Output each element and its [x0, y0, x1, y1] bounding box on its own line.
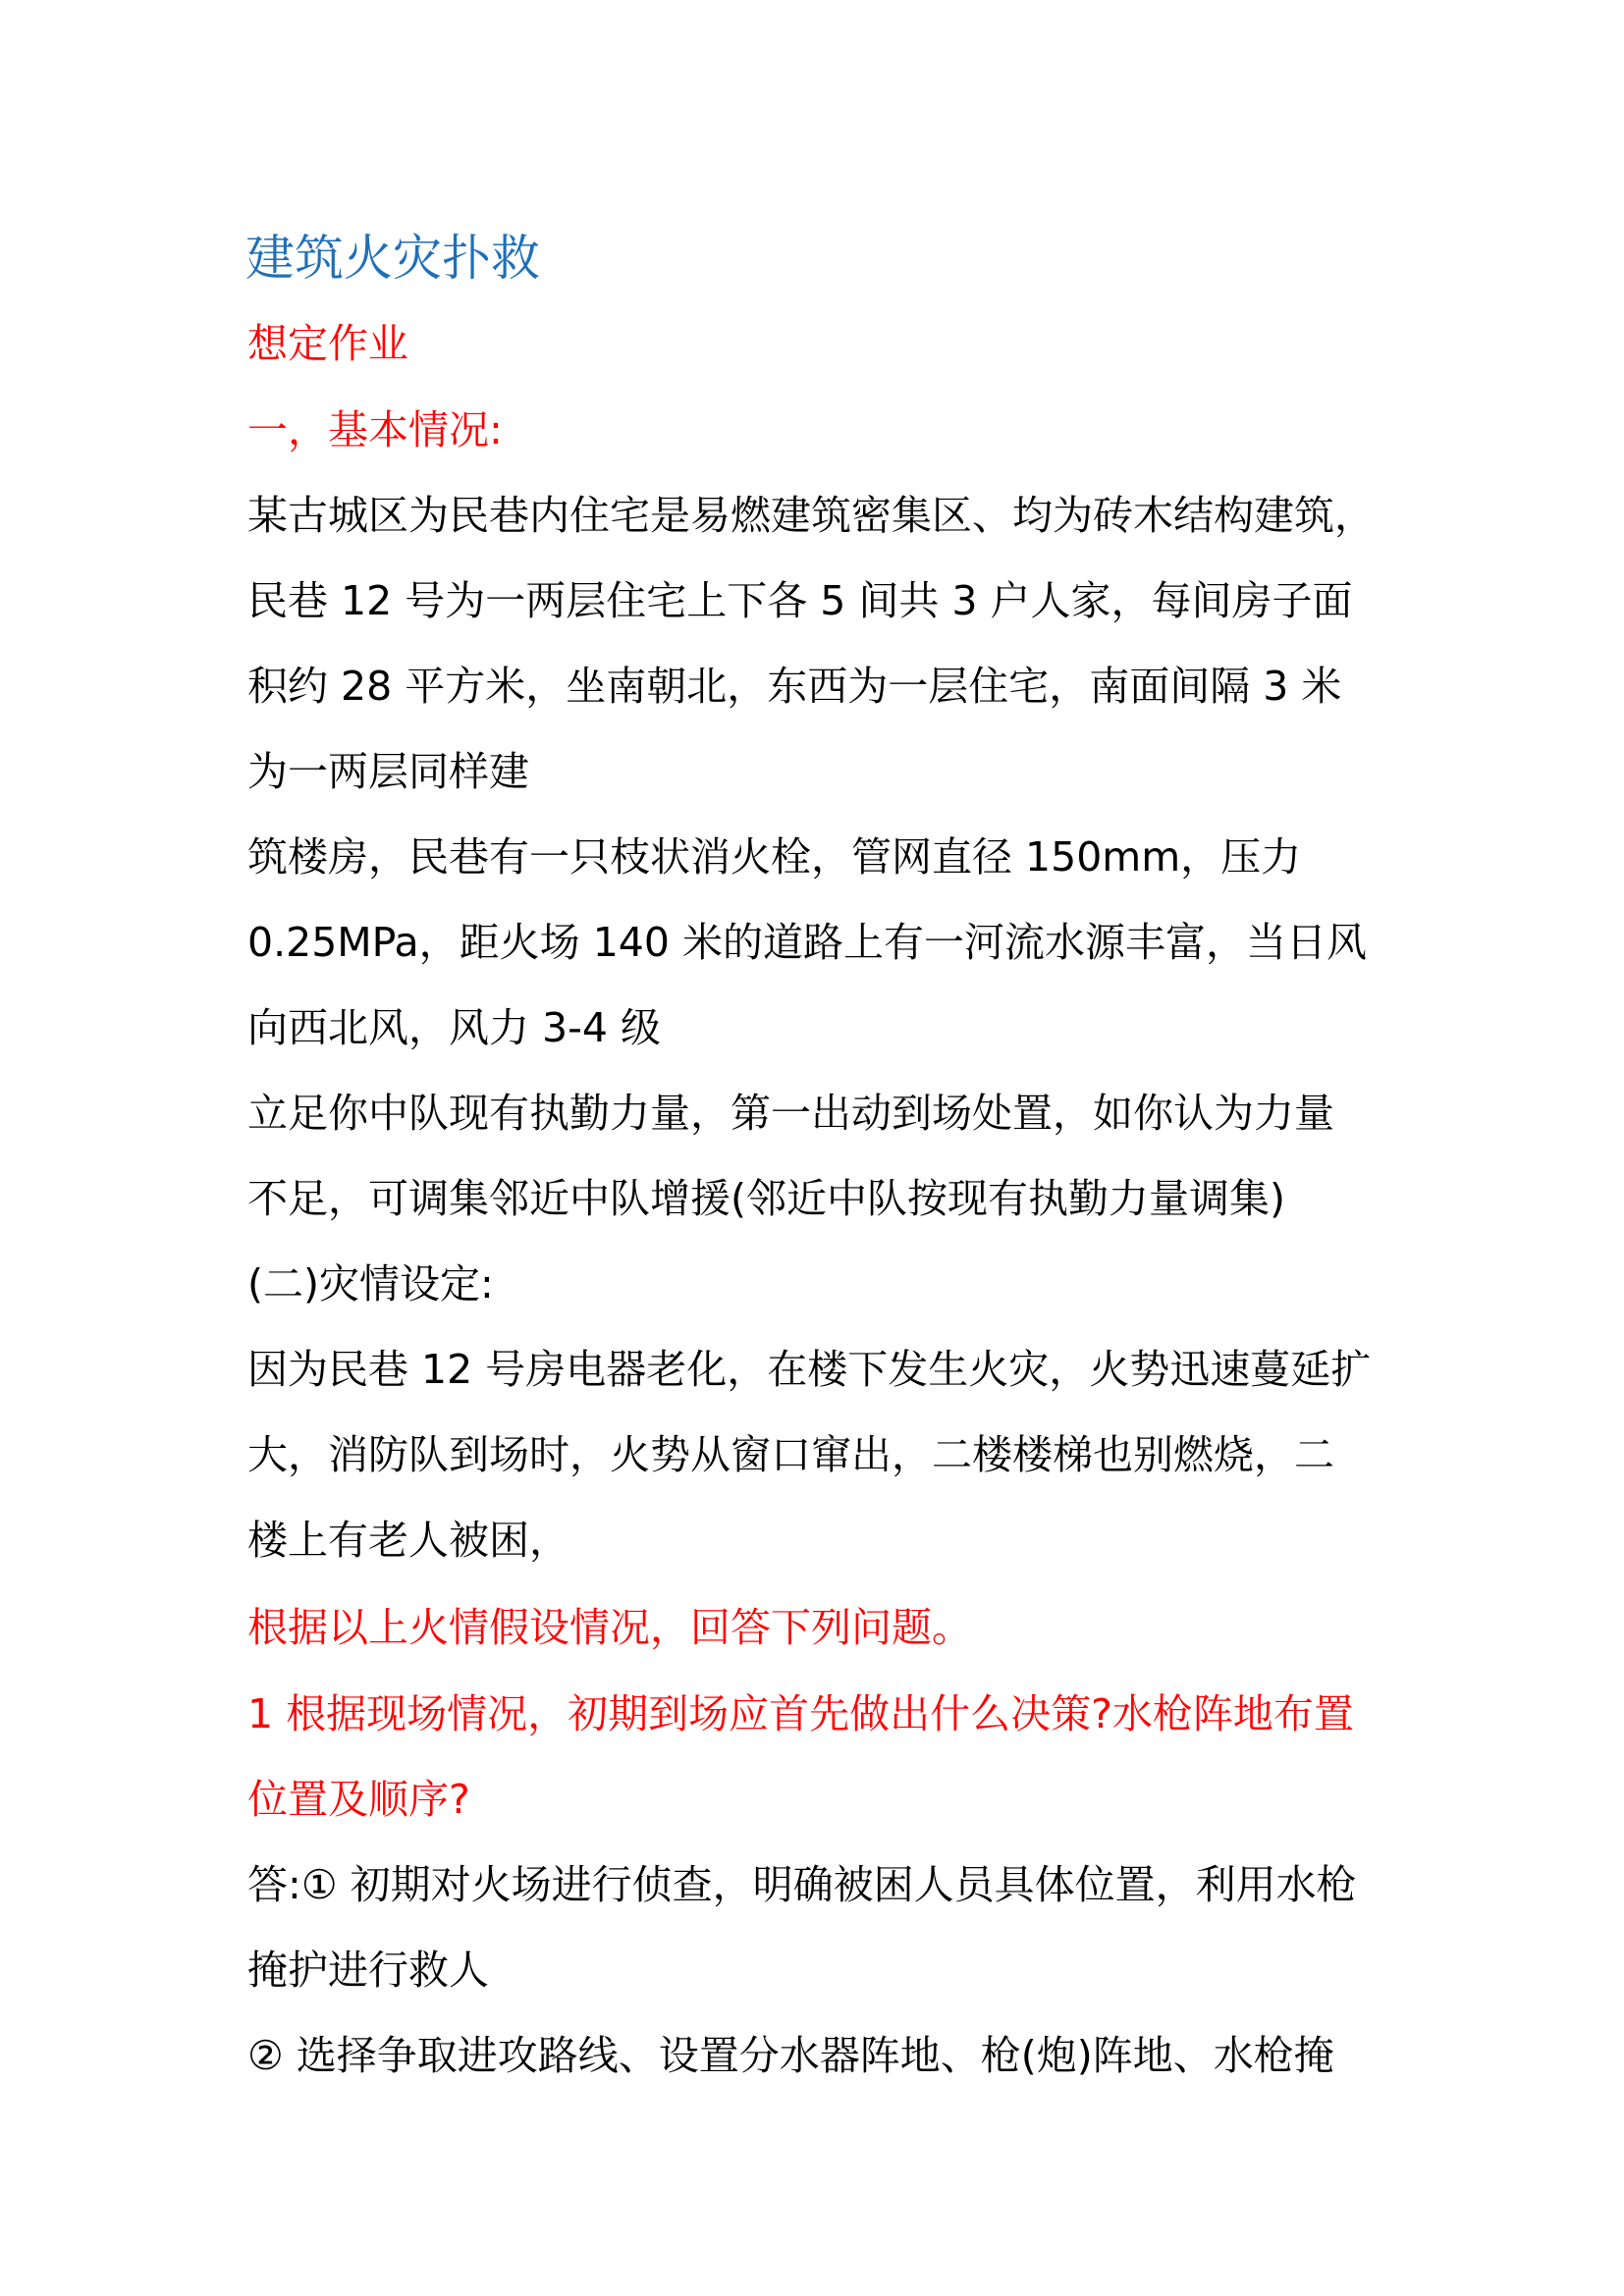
question-line: 1 根据现场情况，初期到场应首先做出什么决策?水枪阵地布置 — [247, 1690, 1354, 1737]
basic-info-line: 为一两层同样建 — [247, 748, 529, 795]
basic-info-line: 立足你中队现有执勤力量，第一出动到场处置，如你认为力量 — [247, 1090, 1334, 1137]
basic-info-line: 民巷 12 号为一两层住宅上下各 5 间共 3 户人家，每间房子面 — [247, 577, 1353, 624]
disaster-line: 大，消防队到场时，火势从窗口窜出，二楼楼梯也别燃烧，二 — [247, 1431, 1334, 1478]
document-subtitle: 想定作业 — [247, 320, 408, 367]
answer-line: 答:① 初期对火场进行侦查，明确被困人员具体位置，利用水枪 — [247, 1861, 1357, 1908]
basic-info-line: 0.25MPa，距火场 140 米的道路上有一河流水源丰富，当日风 — [247, 919, 1367, 966]
question-line: 位置及顺序? — [247, 1776, 470, 1823]
disaster-line: 楼上有老人被困， — [247, 1517, 569, 1564]
basic-info-line: 不足，可调集邻近中队增援(邻近中队按现有执勤力量调集) — [247, 1175, 1285, 1222]
basic-info-line: 向西北风，风力 3-4 级 — [247, 1004, 662, 1051]
answer-line: ② 选择争取进攻路线、设置分水器阵地、枪(炮)阵地、水枪掩 — [247, 2032, 1334, 2079]
basic-info-line: 筑楼房，民巷有一只枝状消火栓，管网直径 150mm，压力 — [247, 833, 1302, 881]
document-title: 建筑火灾扑救 — [245, 230, 540, 287]
basic-info-line: 积约 28 平方米，坐南朝北，东西为一层住宅，南面间隔 3 米 — [247, 663, 1342, 710]
section2-heading: (二)灾情设定: — [247, 1260, 494, 1308]
answer-line: 掩护进行救人 — [247, 1947, 489, 1994]
section1-heading: 一，基本情况: — [247, 406, 503, 454]
basic-info-line: 某古城区为民巷内住宅是易燃建筑密集区、均为砖木结构建筑， — [247, 492, 1375, 539]
disaster-line: 因为民巷 12 号房电器老化，在楼下发生火灾，火势迅速蔓延扩 — [247, 1346, 1372, 1393]
instruction-text: 根据以上火情假设情况，回答下列问题。 — [247, 1604, 972, 1651]
